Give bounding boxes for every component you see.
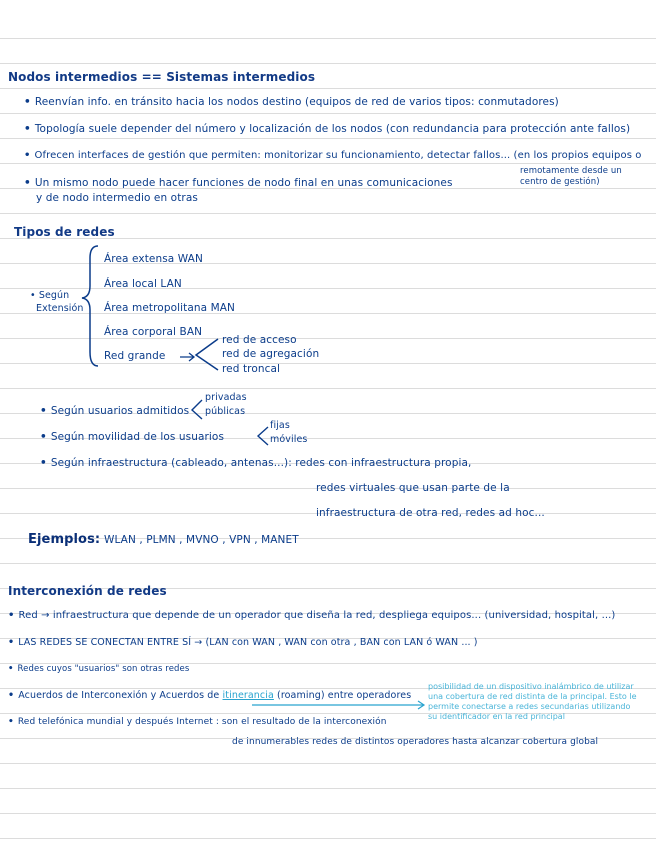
movilidad-moviles: móviles bbox=[270, 434, 308, 445]
bullet-text: Red → infraestructura que depende de un operador que diseña la red, despliega equipos... (universidad, hospital, ...) bbox=[18, 610, 616, 621]
bullet-text: Reenvían info. en tránsito hacia los nodos destino (equipos de red de varios tipos: conmutadores) bbox=[34, 96, 559, 108]
area-ban: Área corporal BAN bbox=[104, 326, 203, 338]
movilidad-angle bbox=[258, 427, 268, 445]
segun-usuarios: • Según usuarios admitidos bbox=[40, 405, 190, 417]
red-acceso: red de acceso bbox=[222, 334, 297, 346]
bullet-ofrecen: • Ofrecen interfaces de gestión que permiten: monitorizar su funcionamiento, detectar fallos... (en los propios equipos o bbox=[24, 150, 642, 161]
red-agregacion: red de agregación bbox=[222, 348, 320, 360]
bullet-mismo-nodo: • Un mismo nodo puede hacer funciones de nodo final en unas comunicaciones bbox=[24, 177, 453, 189]
infra-line3: infraestructura de otra red, redes ad hoc... bbox=[316, 507, 545, 519]
bullet-reenvian: • Reenvían info. en tránsito hacia los nodos destino (equipos de red de varios tipos: conmutadores) bbox=[24, 96, 559, 108]
section-title-nodos: Nodos intermedios == Sistemas intermedios bbox=[8, 70, 316, 84]
segun-movilidad: • Según movilidad de los usuarios bbox=[40, 431, 225, 443]
segun-infraestructura: • Según infraestructura (cableado, antenas...): redes con infraestructura propia, bbox=[40, 457, 472, 469]
acuerdos-text: Acuerdos de Interconexión y Acuerdos de bbox=[18, 690, 220, 701]
bullet-mismo-nodo-cont: y de nodo intermedio en otras bbox=[36, 192, 198, 204]
label-segun: • Según bbox=[30, 290, 70, 301]
bullet-topologia: • Topología suele depender del número y localización de los nodos (con redundancia para protección ante fallos) bbox=[24, 123, 631, 135]
bullet-text: LAS REDES SE CONECTAN ENTRE SÍ → (LAN con WAN , WAN con otra , BAN con LAN ó WAN ... ) bbox=[18, 637, 478, 648]
bullet-text: Redes cuyos "usuarios" son otras redes bbox=[17, 664, 190, 674]
segun-infra-text: Según infraestructura (cableado, antenas...): redes con infraestructura propia, bbox=[50, 457, 472, 469]
section-title-tipos: Tipos de redes bbox=[14, 225, 115, 239]
area-wan: Área extensa WAN bbox=[104, 253, 203, 265]
bullet-text: Un mismo nodo puede hacer funciones de nodo final en unas comunicaciones bbox=[34, 177, 453, 189]
label-extension: Extensión bbox=[36, 303, 84, 314]
bullet-red-telefonica: • Red telefónica mundial y después Internet : son el resultado de la interconexión bbox=[8, 717, 387, 727]
area-lan: Área local LAN bbox=[104, 278, 182, 290]
bullet-text: Red telefónica mundial y después Internet : son el resultado de la interconexión bbox=[17, 717, 387, 727]
usuarios-angle bbox=[192, 400, 202, 419]
bullet-red-infra: • Red → infraestructura que depende de un operador que diseña la red, despliega equipos... (universidad, hospital, ...) bbox=[8, 610, 616, 621]
red-telefonica-cont: de innumerables redes de distintos operadores hasta alcanzar cobertura global bbox=[232, 737, 599, 747]
segun-usuarios-text: Según usuarios admitidos bbox=[50, 405, 190, 417]
side-note-remotamente: remotamente desde un centro de gestión) bbox=[520, 166, 622, 187]
bullet-redes-conectan: • LAS REDES SE CONECTAN ENTRE SÍ → (LAN con WAN , WAN con otra , BAN con LAN ó WAN ... ) bbox=[8, 637, 478, 648]
usuarios-publicas: públicas bbox=[205, 406, 246, 417]
ejemplos-label: Ejemplos: bbox=[28, 532, 101, 547]
bullet-redes-usuarios: • Redes cuyos "usuarios" son otras redes bbox=[8, 664, 190, 674]
extension-brace bbox=[82, 246, 98, 366]
area-man: Área metropolitana MAN bbox=[104, 302, 236, 314]
red-troncal: red troncal bbox=[222, 363, 281, 375]
movilidad-fijas: fijas bbox=[270, 420, 290, 431]
itinerancia-definition-note: posibilidad de un dispositivo inalámbrico de utilizar una cobertura de red distinta de la principal. Esto le permite conectarse a redes secundarias utilizando su identificador en la red principal bbox=[428, 682, 637, 721]
red-grande-angle bbox=[196, 339, 218, 370]
section-title-interconexion: Interconexión de redes bbox=[8, 584, 167, 598]
bullet-text: Ofrecen interfaces de gestión que permiten: monitorizar su funcionamiento, detectar fallos... (en los propios equipos o bbox=[34, 150, 642, 161]
itinerancia-arrow bbox=[252, 701, 424, 709]
bullet-text: Topología suele depender del número y localización de los nodos (con redundancia para protección ante fallos) bbox=[34, 123, 631, 135]
roaming-text: (roaming) entre operadores bbox=[277, 690, 412, 701]
red-grande-arrow bbox=[180, 353, 194, 361]
infra-line2: redes virtuales que usan parte de la bbox=[316, 482, 510, 494]
itinerancia-highlight: itinerancia bbox=[222, 690, 274, 701]
usuarios-privadas: privadas bbox=[205, 392, 247, 403]
ejemplos-items: WLAN , PLMN , MVNO , VPN , MANET bbox=[104, 534, 299, 546]
segun-movilidad-text: Según movilidad de los usuarios bbox=[50, 431, 225, 443]
bullet-acuerdos: • Acuerdos de Interconexión y Acuerdos de itinerancia (roaming) entre operadores bbox=[8, 690, 412, 701]
red-grande: Red grande bbox=[104, 350, 166, 362]
